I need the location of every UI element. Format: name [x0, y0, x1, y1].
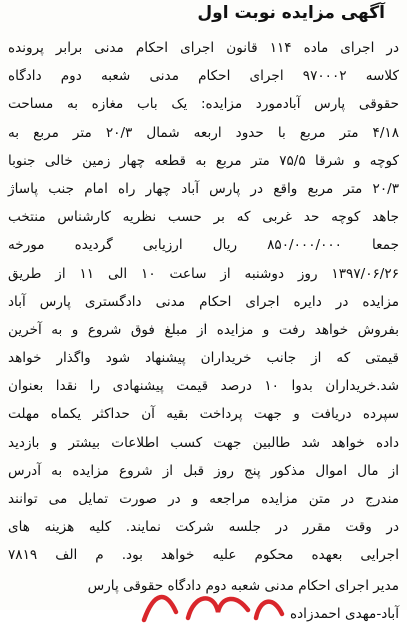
notice-line: جمعا ۸۵۰/۰۰۰/۰۰۰ ریال ارزیابی گردیده مورخه [8, 237, 399, 254]
notice-line: مندرج در متن مزایده مراجعه و در صورت تمایل می توانند [8, 491, 399, 507]
signature-line: آباد-مهدی احمدزاده [290, 605, 399, 622]
notice-line: اجرایی بعهده محکوم علیه خواهد بود. م الف ۷۸۱۹ [8, 547, 399, 564]
notice-line: داده خواهد شد طالبین جهت کسب اطلاعات بیشتر و بازدید [8, 434, 399, 451]
notice-line: حقوقی پارس آبادمورد مزایده: یک باب مغازه به مساحت [8, 96, 399, 113]
notice-line: ۲۰/۳ متر مربع واقع در پارس آباد چهار راه امام جنب پاساژ [8, 180, 399, 197]
notice-line: سپرده دریافت و جهت پرداخت بقیه آن حداکثر یکماه مهلت [8, 406, 399, 423]
notice-line: ۴/۱۸ متر مربع با حدود اربعه شمال ۲۰/۳ متر مربع به [8, 124, 399, 141]
notice-line: مزایده در دایره اجرای احکام مدنی دادگستری پارس آباد [8, 293, 399, 310]
notice-line: در وقت مقرر در جلسه شرکت نمایند. کلیه هزینه های [8, 519, 399, 536]
notice-line: در اجرای ماده ۱۱۴ قانون اجرای احکام مدنی برابر پرونده [8, 40, 400, 56]
notice-line: از مال اموال مذکور پنج روز قبل از شروع مزایده به آدرس [8, 462, 399, 479]
signature-line: مدیر اجرای احکام مدنی شعبه دوم دادگاه حقوقی پارس [87, 577, 399, 594]
red-stamp-mark [136, 582, 286, 622]
notice-title: آگهی مزایده نوبت اول [197, 3, 385, 23]
notice-line: شد.خریداران بدوا ۱۰ درصد قیمت پیشنهادی را نقدا بعنوان [8, 378, 399, 395]
notice-line: جاهد کوچه حد غربی که بر حسب نظریه کارشناس منتخب [8, 209, 399, 226]
notice-line: ۱۳۹۷/۰۶/۲۶ روز دوشنبه از ساعت ۱۰ الی ۱۱ از طریق [8, 265, 399, 282]
notice-line: بفروش خواهد رفت و مزایده از مبلغ فوق شروع و به آخرین [8, 321, 399, 338]
notice-body [8, 34, 399, 570]
notice-line: قیمتی که از جانب خریداران پیشنهاد شود واگذار خواهد [8, 350, 399, 367]
notice-line: کوچه و شرقا ۷۵/۵ متر مربع به قطعه چهار زمین خالی جنوبا [8, 152, 399, 169]
notice-line: کلاسه ۹۷۰۰۰۲ اجرای احکام مدنی شعبه دوم دادگاه [8, 68, 399, 85]
